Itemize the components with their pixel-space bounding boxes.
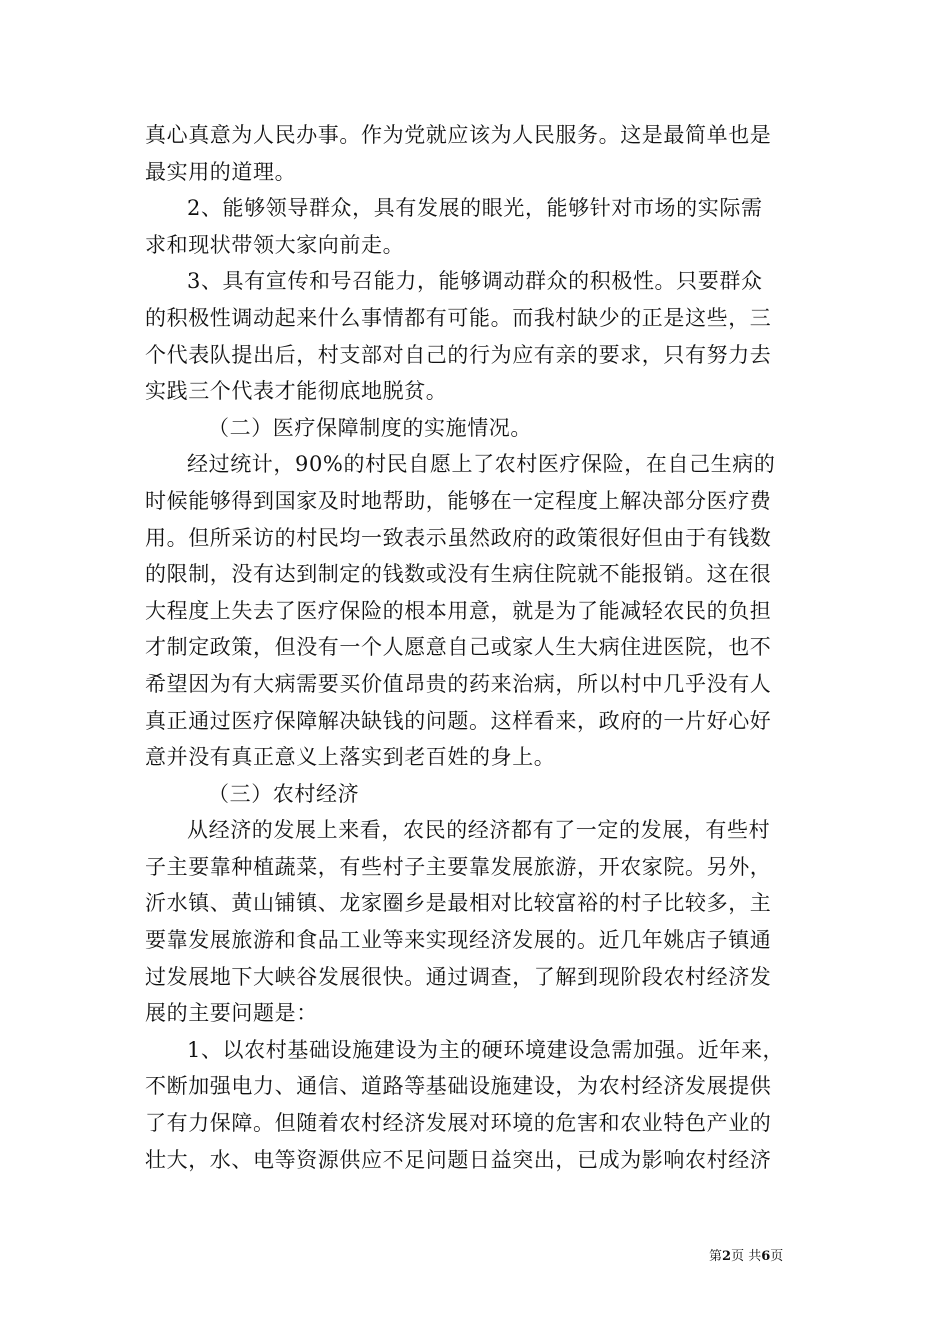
text-line: 了有力保障。但随着农村经济发展对环境的危害和农业特色产业的 — [145, 1111, 772, 1136]
text-line: 壮大，水、电等资源供应不足问题日益突出，已成为影响农村经济 — [145, 1147, 772, 1172]
text-line: 沂水镇、黄山铺镇、龙家圈乡是最相对比较富裕的村子比较多，主 — [145, 891, 772, 916]
text-line: 最实用的道理。 — [145, 159, 297, 184]
text-line: 时候能够得到国家及时地帮助，能够在一定程度上解决部分医疗费 — [145, 488, 772, 513]
text-line: 求和现状带领大家向前走。 — [145, 232, 405, 257]
text-line: 要靠发展旅游和食品工业等来实现经济发展的。近几年姚店子镇通 — [145, 928, 772, 953]
text-line: 过发展地下大峡谷发展很快。通过调查，了解到现阶段农村经济发 — [145, 964, 772, 989]
footer-prefix: 第 — [709, 1249, 723, 1264]
text-line: 用。但所采访的村民均一致表示虽然政府的政策很好但由于有钱数 — [145, 525, 772, 550]
text-line: 真正通过医疗保障解决缺钱的问题。这样看来，政府的一片好心好 — [145, 708, 772, 733]
section-heading: （三）农村经济 — [208, 781, 360, 806]
text-line: 的限制，没有达到制定的钱数或没有生病住院就不能报销。这在很 — [145, 562, 772, 587]
footer-total-pages: 6 — [761, 1249, 771, 1264]
text-line: 的积极性调动起来什么事情都有可能。而我村缺少的正是这些，三 — [145, 305, 772, 330]
document-body — [145, 117, 809, 1178]
page-footer — [709, 1245, 783, 1264]
text-line: 个代表队提出后，村支部对自己的行为应有亲的要求，只有努力去 — [145, 342, 772, 367]
text-line: 展的主要问题是： — [145, 1001, 318, 1026]
text-line: 不断加强电力、通信、道路等基础设施建设，为农村经济发展提供 — [145, 1074, 772, 1099]
text-line: 真心真意为人民办事。作为党就应该为人民服务。这是最简单也是 — [145, 123, 772, 147]
text-line: 才制定政策，但没有一个人愿意自己或家人生大病住进医院，也不 — [145, 635, 772, 660]
section-heading: （二）医疗保障制度的实施情况。 — [208, 415, 532, 440]
text-line: 实践三个代表才能彻底地脱贫。 — [145, 379, 448, 404]
footer-suffix: 页 — [770, 1249, 784, 1264]
text-line: 1、以农村基础设施建设为主的硬环境建设急需加强。近年来， — [187, 1037, 785, 1062]
text-line: 大程度上失去了医疗保险的根本用意，就是为了能减轻农民的负担 — [145, 598, 772, 623]
footer-current-page: 2 — [722, 1249, 732, 1264]
text-line: 3、具有宣传和号召能力，能够调动群众的积极性。只要群众 — [187, 269, 763, 294]
footer-middle: 页 共 — [731, 1249, 762, 1264]
text-line: 从经济的发展上来看，农民的经济都有了一定的发展，有些村 — [187, 818, 771, 843]
text-line: 子主要靠种植蔬菜，有些村子主要靠发展旅游，开农家院。另外， — [145, 854, 772, 879]
text-line: 意并没有真正意义上落实到老百姓的身上。 — [145, 745, 556, 770]
text-line: 希望因为有大病需要买价值昂贵的药来治病，所以村中几乎没有人 — [145, 671, 772, 696]
text-line: 2、能够领导群众，具有发展的眼光，能够针对市场的实际需 — [187, 196, 763, 221]
text-line: 经过统计，90%的村民自愿上了农村医疗保险，在自己生病的 — [187, 452, 776, 477]
